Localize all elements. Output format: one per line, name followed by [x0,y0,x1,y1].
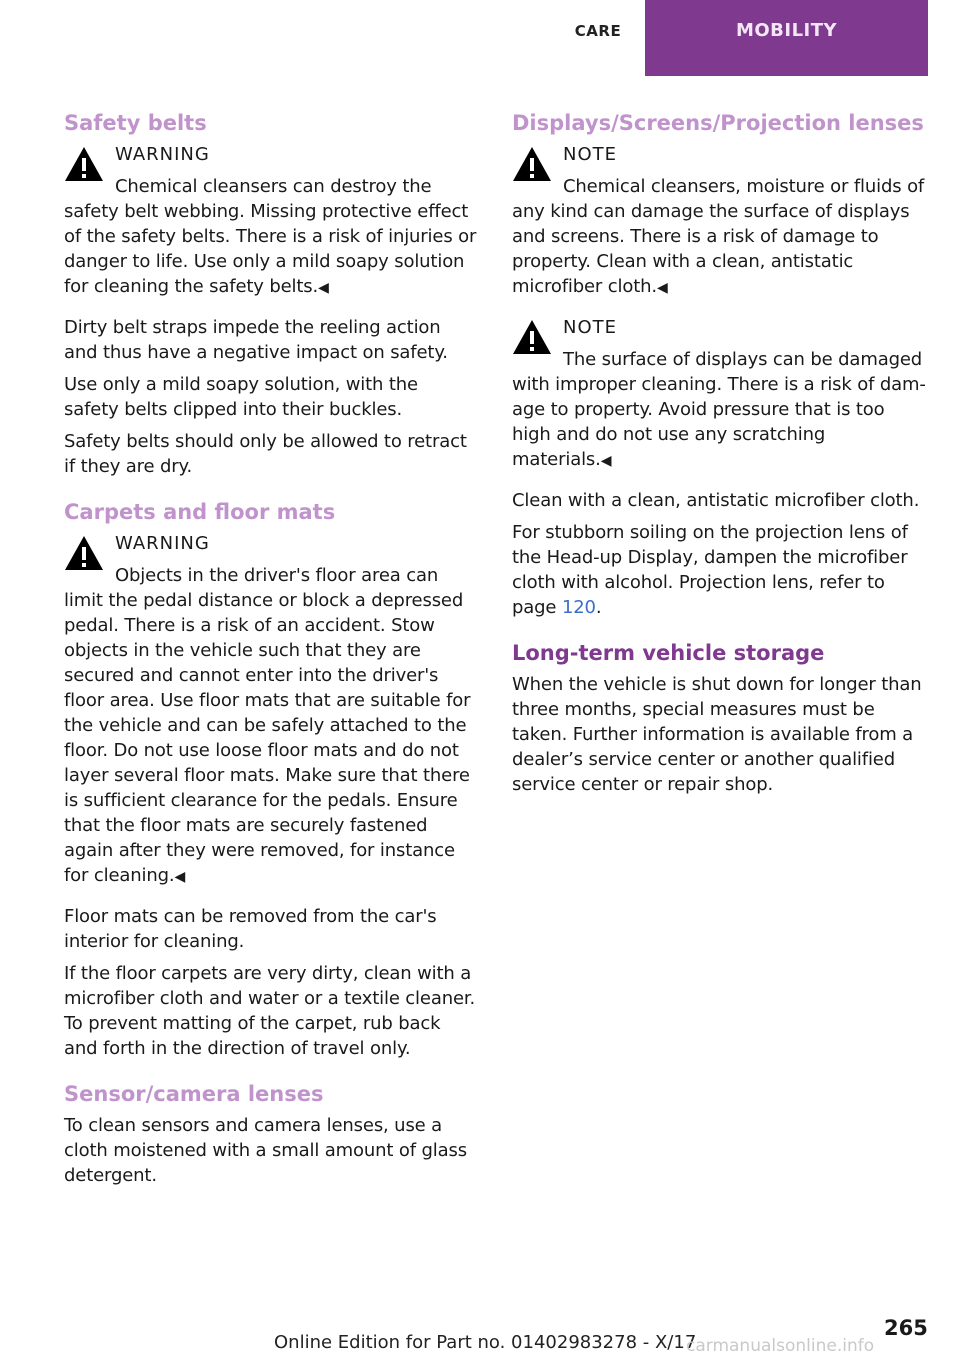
section-title: Sensor/camera lenses [64,1082,324,1106]
warning-icon [64,535,104,571]
footer-edition: Online Edition for Part no. 01402983278 - X/17 [274,1332,697,1353]
warning-notice [64,142,478,301]
section-title: Safety belts [64,111,207,135]
section-title: Long-term vehicle storage [512,641,825,665]
note-icon [512,319,552,355]
section-safety-belts [64,108,478,479]
end-mark-icon: ◀ [318,280,329,296]
paragraph: To clean sensors and camera lenses, use a cloth moistened with a small amount of glass detergent. [64,1115,467,1186]
notice-text: Chemical cleansers can destroy the safety belt webbing. Missing protective effect of the safety belts. There is a risk of injuries or danger to life. Use only a mild soapy solution for cleaning the safety belts.◀ [64,176,477,297]
section-title: Carpets and floor mats [64,500,336,524]
paragraph: Clean with a clean, antistatic microfiber cloth. [512,490,920,511]
paragraph: Dirty belt straps impede the reeling action and thus have a negative impact on safety. [64,317,448,363]
notice-kind: NOTE [563,317,618,338]
paragraph: For stubborn soiling on the projection lens of the Head-up Display, dampen the microfiber cloth with alcohol. Projection lens, refer to page 120. [512,522,908,618]
notice-text: Objects in the driver's floor area can limit the pedal distance or block a depressed pedal. There is a risk of an accident. Stow objects in the vehicle such that they are secured and cannot enter into the driver's floor area. Use floor mats that are suitable for the vehicle and can be safely attached to the floor. Do not use loose floor mats and do not layer several floor mats. Make sure that there is sufficient clearance for the pedals. Ensure that the floor mats are securely fastened again after they were removed, for instance for cleaning.◀ [64,565,471,886]
header-tab-label: MOBILITY [735,20,838,41]
end-mark-icon: ◀ [656,280,668,296]
page-number: 265 [884,1316,928,1340]
paragraph: Use only a mild soapy solution, with the safety belts clipped into their buckles. [64,374,418,420]
note-icon [512,146,552,182]
section-title: Displays/Screens/Projection lenses [512,111,924,135]
end-mark-icon: ◀ [600,453,612,469]
notice-kind: WARNING [115,533,210,554]
paragraph: When the vehicle is shut down for longer than three months, special measures must be taken. Further information is available from a dealer’s service center or another qualified service center or repair shop. [512,674,922,795]
page-reference-link[interactable]: 120 [561,597,596,618]
watermark: carmanualsonline.info [686,1336,875,1356]
section-sensor-lenses [64,1079,478,1188]
notice-kind: WARNING [115,144,210,165]
note-notice [512,315,926,474]
section-displays [512,108,926,620]
note-notice [512,142,926,301]
notice-text: Chemical cleansers, moisture or fluids of any kind can damage the surface of displays and screens. There is a risk of damage to property. Clean with a clean, antistatic microfiber cloth.◀ [512,176,925,297]
paragraph: Floor mats can be removed from the car's interior for cleaning. [64,906,437,952]
warning-notice [64,531,478,890]
notice-text: The surface of displays can be damaged with improper cleaning. There is a risk of damage to property. Avoid pressure that is too high and do not use any scratching materials.◀ [512,349,926,470]
header-tab-mobility[interactable] [645,0,928,76]
warning-icon [64,146,104,182]
paragraph: If the floor carpets are very dirty, clean with a microfiber cloth and water or a textile cleaner. To prevent matting of the carpet, rub back and forth in the direction of travel only. [64,963,476,1059]
right-column [512,108,926,815]
paragraph: Safety belts should only be allowed to retract if they are dry. [64,431,467,477]
end-mark-icon: ◀ [174,869,186,885]
section-carpets [64,497,478,1061]
left-column [64,108,478,1206]
section-long-term-storage [512,638,926,797]
notice-kind: NOTE [563,144,618,165]
header-section-label: CARE [574,22,622,40]
